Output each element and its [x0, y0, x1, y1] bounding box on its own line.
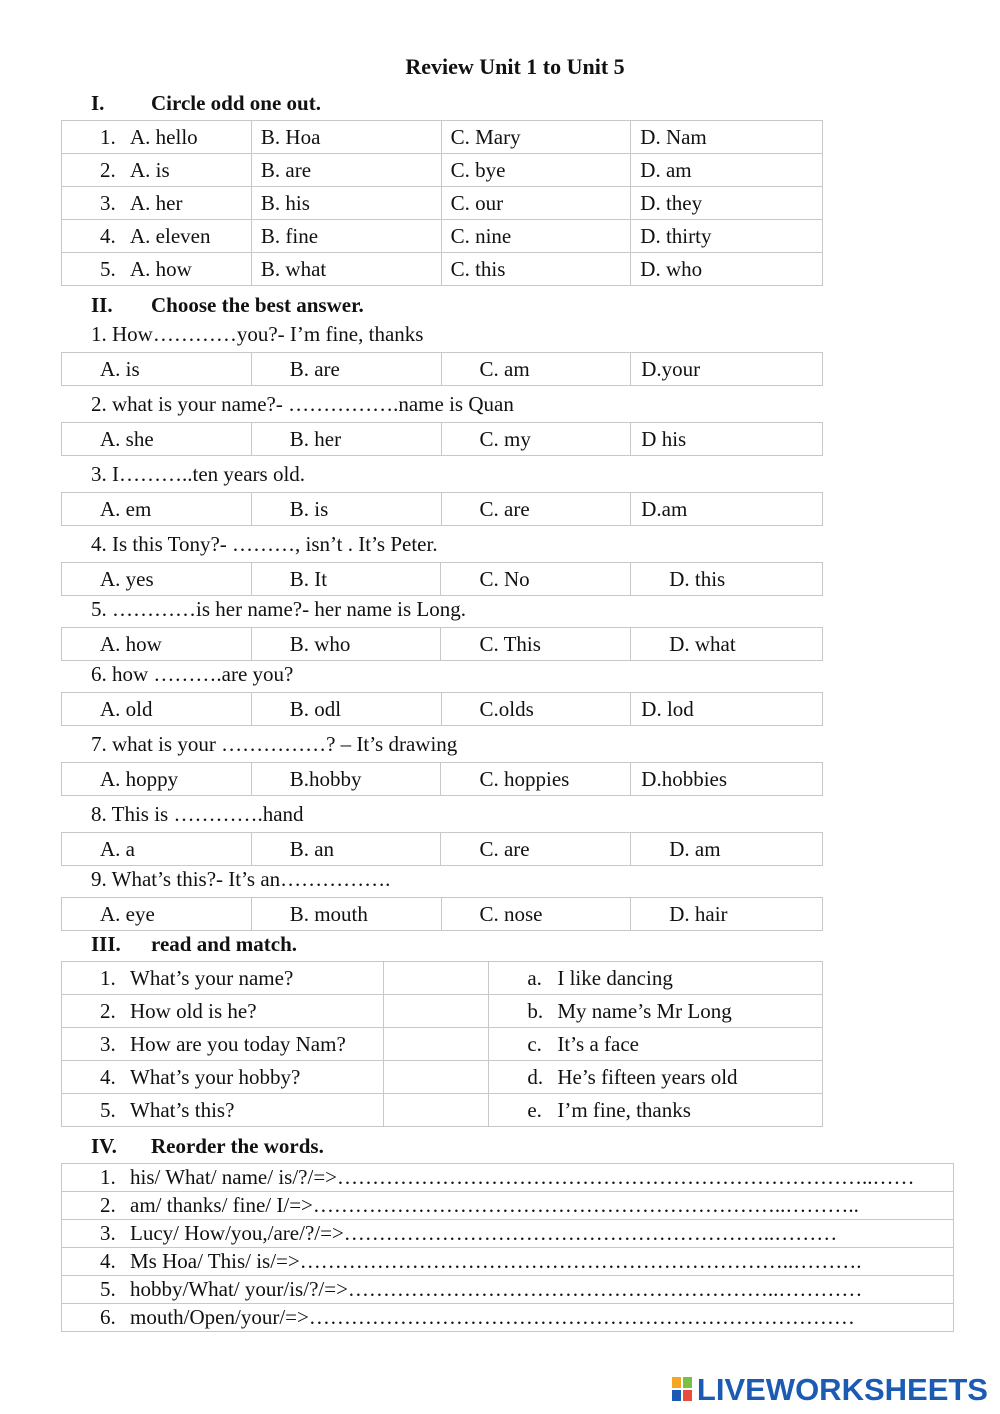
section-title: Choose the best answer.: [151, 293, 364, 317]
item-number: 4.: [100, 1249, 116, 1273]
option-c-cell[interactable]: C. bye: [441, 154, 631, 187]
options-row: [62, 628, 823, 661]
question-text: 1. How…………you?- I’m fine, thanks: [91, 322, 424, 346]
option-a[interactable]: A. is: [62, 353, 252, 386]
question-label: What’s your name?: [130, 965, 294, 990]
option-a[interactable]: A. she: [62, 423, 252, 456]
section-title: read and match.: [151, 932, 298, 956]
option-a[interactable]: A. eye: [62, 898, 252, 931]
option-d[interactable]: D.hobbies: [631, 763, 823, 796]
item-number: 3.: [100, 1221, 116, 1245]
match-question: [62, 1028, 384, 1061]
option-c[interactable]: C. This: [441, 628, 631, 661]
reorder-line[interactable]: [62, 1220, 954, 1248]
section-title: Circle odd one out.: [151, 91, 321, 115]
option-d[interactable]: D. hair: [631, 898, 823, 931]
section-number: IV.: [91, 1134, 117, 1158]
match-question: [62, 1094, 384, 1127]
section-2-heading: [91, 293, 364, 318]
item-number: 1.: [100, 124, 116, 149]
answer-options-table: [61, 897, 823, 931]
option-b[interactable]: B. are: [251, 353, 441, 386]
options-row: [62, 563, 823, 596]
reorder-row: [62, 1304, 954, 1332]
match-table: [61, 961, 823, 1127]
item-number: 3.: [100, 190, 116, 215]
options-row: [62, 353, 823, 386]
option-a[interactable]: A. old: [62, 693, 252, 726]
item-number: 4.: [100, 1064, 116, 1089]
option-a-cell[interactable]: [62, 220, 252, 253]
reorder-words: am/ thanks/ fine/ I/=>…………………………………………………………..………..: [130, 1193, 859, 1217]
reorder-row: [62, 1248, 954, 1276]
option-b-cell[interactable]: B. are: [251, 154, 441, 187]
answer-letter: d.: [527, 1064, 544, 1089]
match-answer: [489, 1061, 823, 1094]
answer-options-table: [61, 832, 823, 866]
question-text: 2. what is your name?- …………….name is Quan: [91, 392, 514, 416]
option-b[interactable]: B. mouth: [251, 898, 441, 931]
options-row: [62, 693, 823, 726]
question-text: 7. what is your ……………? – It’s drawing: [91, 732, 458, 756]
options-row: [62, 763, 823, 796]
question-text: 8. This is ………….hand: [91, 802, 304, 826]
question-text: 3. I………..ten years old.: [91, 462, 306, 486]
item-number: 1.: [100, 1165, 116, 1189]
match-answer: [489, 1028, 823, 1061]
option-d-cell[interactable]: D. am: [631, 154, 823, 187]
question-text: 5. …………is her name?- her name is Long.: [91, 597, 466, 621]
option-b[interactable]: B. who: [251, 628, 441, 661]
answer-options-table: [61, 352, 823, 386]
option-d-cell[interactable]: D. who: [631, 253, 823, 286]
reorder-table: [61, 1163, 954, 1332]
reorder-line[interactable]: [62, 1276, 954, 1304]
option-b[interactable]: B. her: [251, 423, 441, 456]
section-number: III.: [91, 932, 121, 956]
section-number: II.: [91, 293, 113, 317]
options-row: [62, 493, 823, 526]
option-d-cell[interactable]: D. they: [631, 187, 823, 220]
option-d-cell[interactable]: D. Nam: [631, 121, 823, 154]
reorder-words: Ms Hoa/ This/ is/=>……………………………………………………………..……….: [130, 1249, 862, 1273]
section-title: Reorder the words.: [151, 1134, 324, 1158]
match-answer-blank[interactable]: [383, 1061, 489, 1094]
question-text: 9. What’s this?- It’s an…………….: [91, 867, 391, 891]
reorder-words: Lucy/ How/you,/are/?/=>……………………………………………………..………: [130, 1221, 838, 1245]
match-question: [62, 1061, 384, 1094]
item-number: 2.: [100, 998, 116, 1023]
item-number: 3.: [100, 1031, 116, 1056]
option-d-cell[interactable]: D. thirty: [631, 220, 823, 253]
option-a-cell[interactable]: [62, 187, 252, 220]
option-a-cell[interactable]: [62, 154, 252, 187]
page-title: Review Unit 1 to Unit 5: [405, 54, 625, 79]
option-c[interactable]: C. nose: [441, 898, 631, 931]
option-d[interactable]: D. lod: [631, 693, 823, 726]
answer-options-table: [61, 762, 823, 796]
answer-label: He’s fifteen years old: [557, 1064, 738, 1089]
odd-row: [62, 253, 823, 286]
match-question: [62, 995, 384, 1028]
option-b-cell[interactable]: B. his: [251, 187, 441, 220]
option-c[interactable]: C. am: [441, 353, 631, 386]
option-a[interactable]: A. hoppy: [62, 763, 252, 796]
answer-letter: c.: [527, 1031, 542, 1056]
odd-row: [62, 154, 823, 187]
match-answer: [489, 1094, 823, 1127]
question-label: What’s your hobby?: [130, 1064, 301, 1089]
option-a[interactable]: A. em: [62, 493, 252, 526]
option-b[interactable]: B. odl: [251, 693, 441, 726]
question-text: 6. how ……….are you?: [91, 662, 294, 686]
match-row: [62, 962, 823, 995]
logo-text: LIVEWORKSHEETS: [696, 1372, 988, 1407]
reorder-line[interactable]: [62, 1192, 954, 1220]
option-a[interactable]: A. yes: [62, 563, 252, 596]
option-b-cell[interactable]: B. what: [251, 253, 441, 286]
match-answer-blank[interactable]: [383, 1094, 489, 1127]
match-row: [62, 1061, 823, 1094]
option-b[interactable]: B.hobby: [251, 763, 441, 796]
item-number: 5.: [100, 256, 116, 281]
option-c-cell[interactable]: C. our: [441, 187, 631, 220]
option-d[interactable]: D his: [631, 423, 823, 456]
reorder-words: mouth/Open/your/=>……………………………………………………………………: [130, 1305, 855, 1329]
item-number: 4.: [100, 223, 116, 248]
liveworksheets-logo-icon: [672, 1377, 694, 1403]
odd-row: [62, 220, 823, 253]
item-number: 6.: [100, 1305, 116, 1329]
option-d[interactable]: D.your: [631, 353, 823, 386]
answer-label: It’s a face: [557, 1031, 639, 1056]
reorder-row: [62, 1220, 954, 1248]
answer-options-table: [61, 627, 823, 661]
reorder-line[interactable]: [62, 1304, 954, 1332]
option-d[interactable]: D. this: [631, 563, 823, 596]
option-c-cell[interactable]: C. this: [441, 253, 631, 286]
question-label: How are you today Nam?: [130, 1031, 346, 1056]
option-b[interactable]: B. an: [251, 833, 441, 866]
match-answer-blank[interactable]: [383, 962, 489, 995]
reorder-line[interactable]: [62, 1164, 954, 1192]
options-row: [62, 898, 823, 931]
item-number: 5.: [100, 1277, 116, 1301]
option-a: A. how: [130, 256, 192, 281]
option-a: A. is: [130, 157, 170, 182]
option-c[interactable]: C. my: [441, 423, 631, 456]
odd-row: [62, 187, 823, 220]
answer-label: I’m fine, thanks: [557, 1097, 691, 1122]
reorder-row: [62, 1164, 954, 1192]
option-d[interactable]: D. am: [631, 833, 823, 866]
reorder-row: [62, 1192, 954, 1220]
item-number: 1.: [100, 965, 116, 990]
options-row: [62, 423, 823, 456]
match-row: [62, 1094, 823, 1127]
item-number: 2.: [100, 157, 116, 182]
option-c[interactable]: C. are: [441, 493, 631, 526]
option-b-cell[interactable]: B. fine: [251, 220, 441, 253]
answer-options-table: [61, 692, 823, 726]
answer-options-table: [61, 562, 823, 596]
option-b[interactable]: B. is: [251, 493, 441, 526]
reorder-row: [62, 1276, 954, 1304]
option-a[interactable]: A. how: [62, 628, 252, 661]
option-a: A. hello: [130, 124, 198, 149]
answer-letter: b.: [527, 998, 544, 1023]
question-label: What’s this?: [130, 1097, 235, 1122]
item-number: 2.: [100, 1193, 116, 1217]
match-answer-blank[interactable]: [383, 1028, 489, 1061]
option-a: A. her: [130, 190, 183, 215]
reorder-words: his/ What/ name/ is/?/=>…………………………………………………………………..……: [130, 1165, 915, 1189]
option-c[interactable]: C. No: [441, 563, 631, 596]
odd-row: [62, 121, 823, 154]
answer-label: My name’s Mr Long: [557, 998, 732, 1023]
answer-letter: e.: [527, 1097, 542, 1122]
match-row: [62, 995, 823, 1028]
option-c[interactable]: C. are: [441, 833, 631, 866]
options-row: [62, 833, 823, 866]
option-a[interactable]: A. a: [62, 833, 252, 866]
match-row: [62, 1028, 823, 1061]
section-number: I.: [91, 91, 105, 115]
answer-options-table: [61, 492, 823, 526]
answer-label: I like dancing: [557, 965, 673, 990]
answer-letter: a.: [527, 965, 542, 990]
liveworksheets-logo[interactable]: [672, 1372, 988, 1408]
item-number: 5.: [100, 1097, 116, 1122]
question-label: How old is he?: [130, 998, 257, 1023]
reorder-words: hobby/What/ your/is/?/=>……………………………………………………..…………: [130, 1277, 863, 1301]
match-answer-blank[interactable]: [383, 995, 489, 1028]
option-c-cell[interactable]: C. Mary: [441, 121, 631, 154]
odd-one-out-table: [61, 120, 823, 286]
reorder-line[interactable]: [62, 1248, 954, 1276]
option-a: A. eleven: [130, 223, 211, 248]
option-b-cell[interactable]: B. Hoa: [251, 121, 441, 154]
option-c[interactable]: C. hoppies: [441, 763, 631, 796]
answer-options-table: [61, 422, 823, 456]
match-question: [62, 962, 384, 995]
section-3-heading: [91, 932, 297, 957]
option-c[interactable]: C.olds: [441, 693, 631, 726]
option-b[interactable]: B. It: [251, 563, 441, 596]
option-d[interactable]: D.am: [631, 493, 823, 526]
option-a-cell[interactable]: [62, 121, 252, 154]
match-answer: [489, 995, 823, 1028]
section-1-heading: [91, 91, 321, 116]
option-c-cell[interactable]: C. nine: [441, 220, 631, 253]
option-a-cell[interactable]: [62, 253, 252, 286]
question-text: 4. Is this Tony?- ………, isn’t . It’s Peter.: [91, 532, 438, 556]
section-4-heading: [91, 1134, 324, 1159]
match-answer: [489, 962, 823, 995]
option-d[interactable]: D. what: [631, 628, 823, 661]
